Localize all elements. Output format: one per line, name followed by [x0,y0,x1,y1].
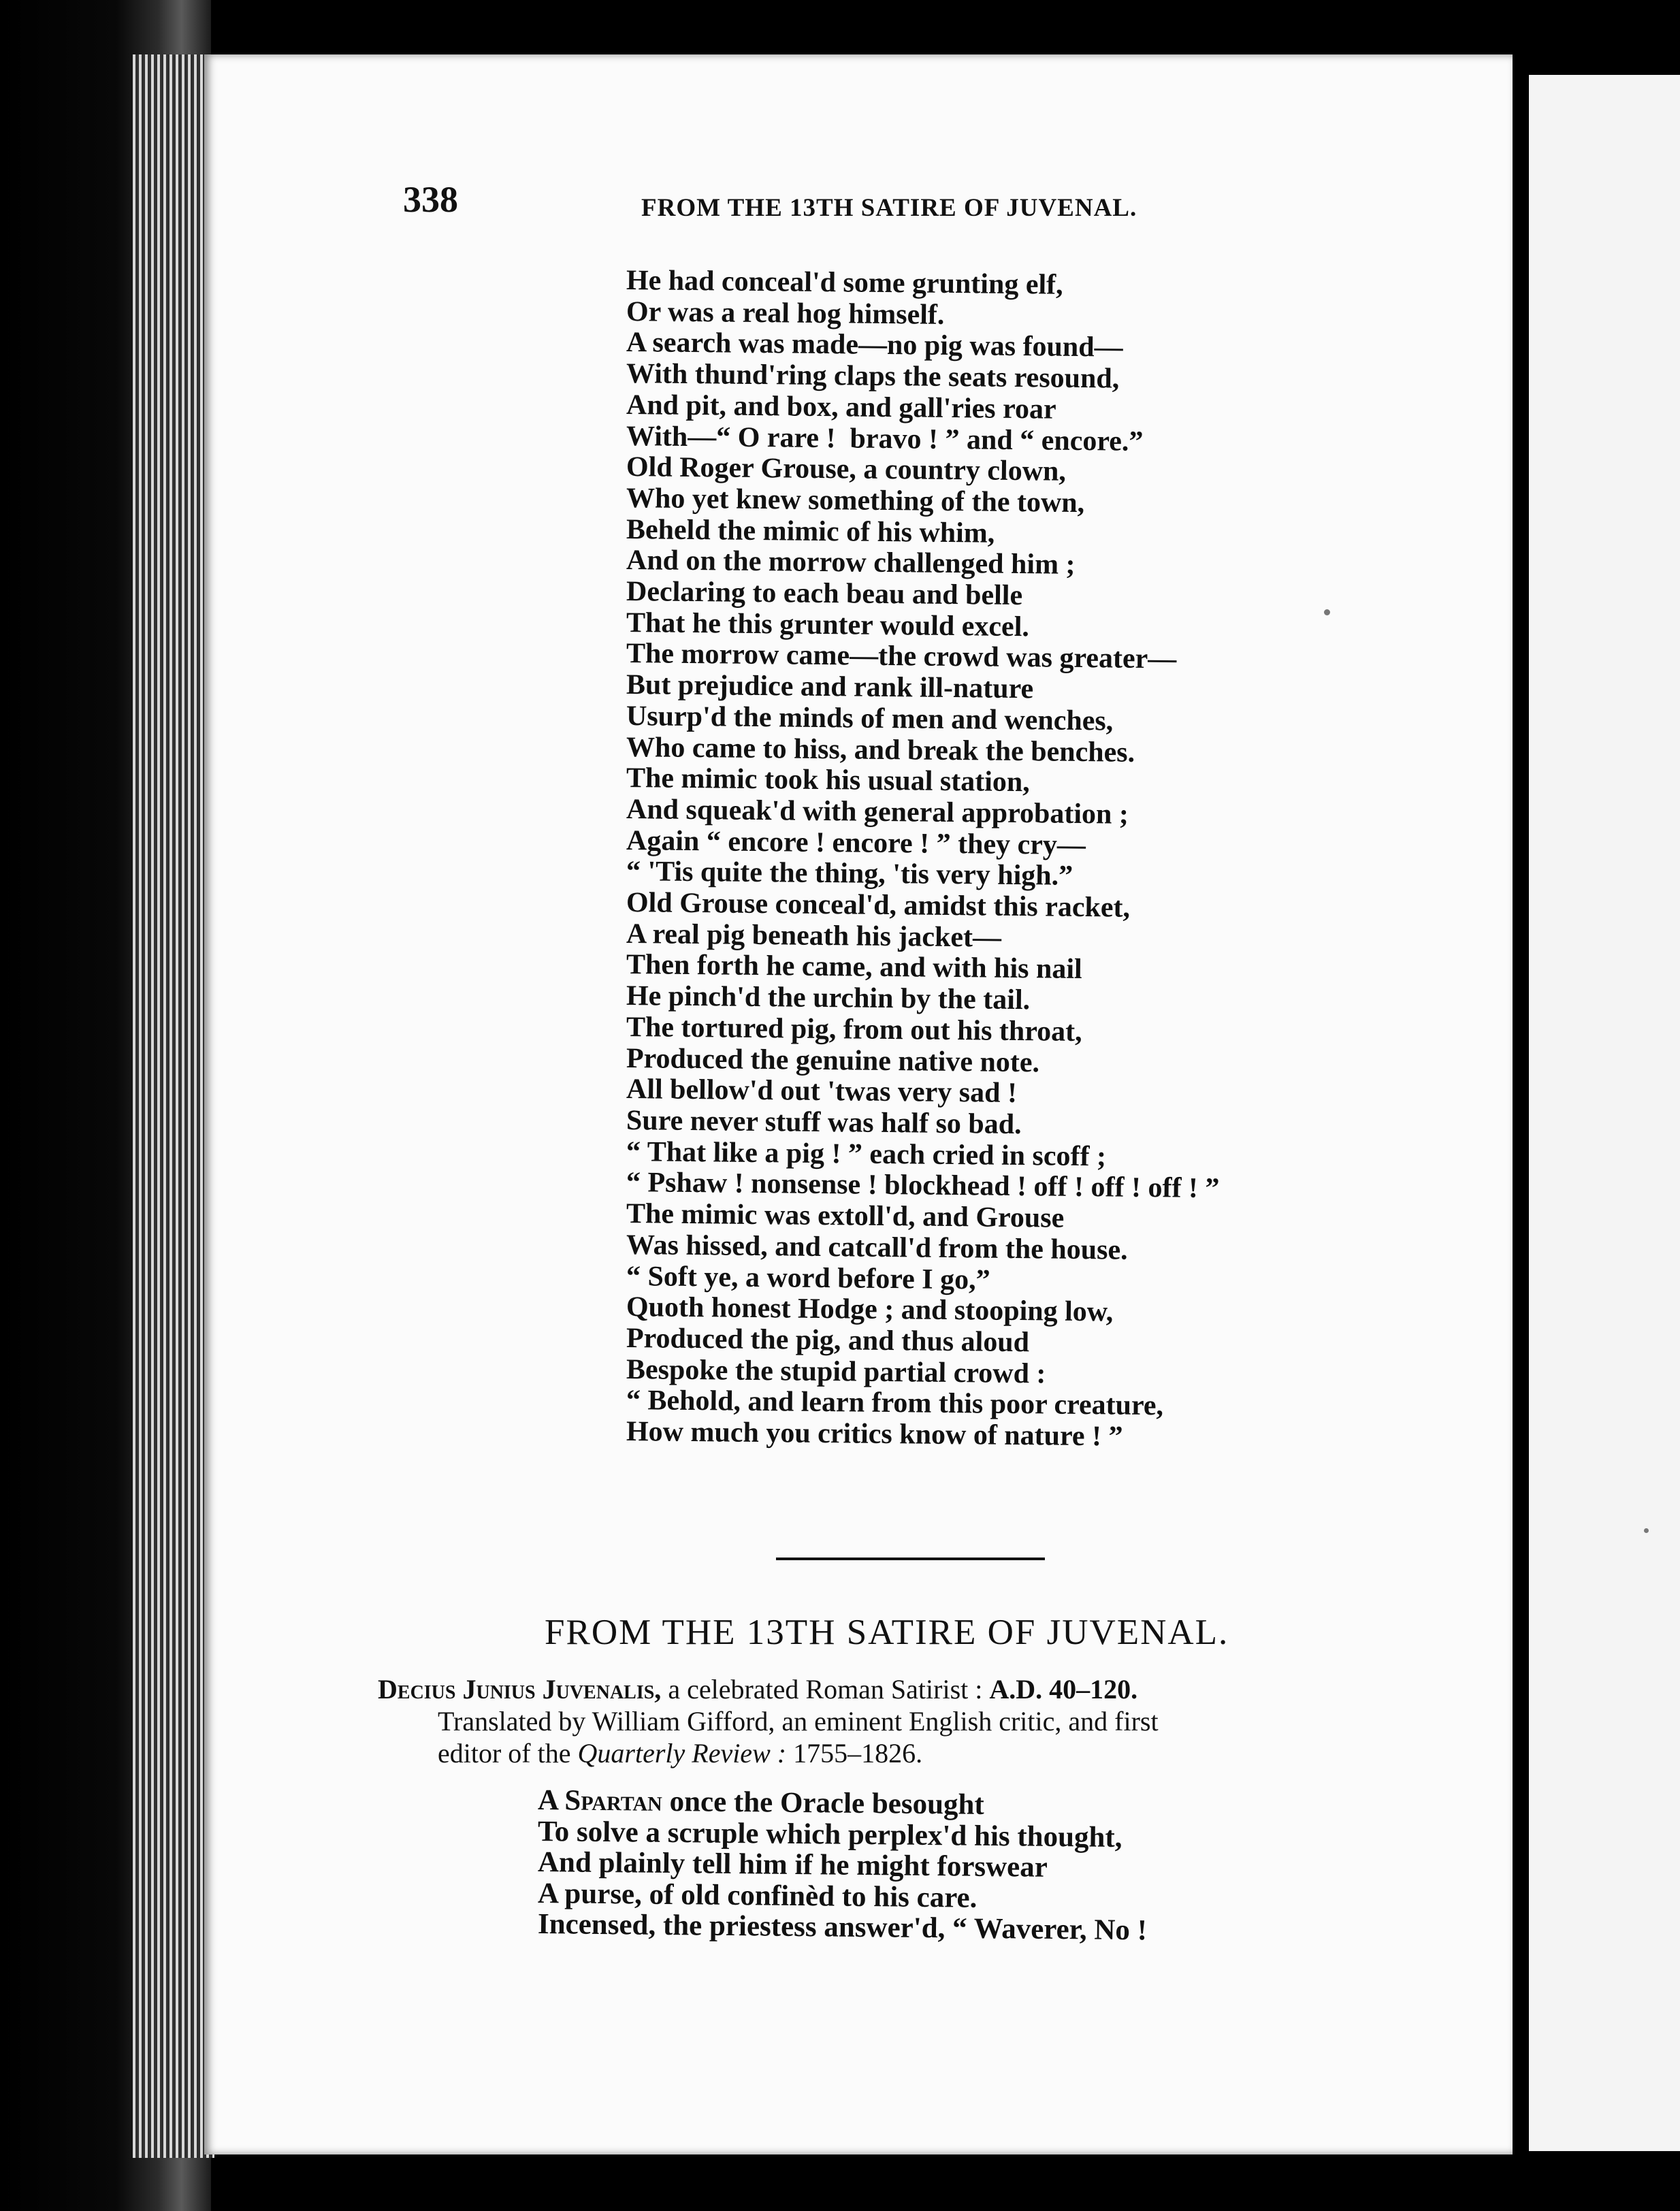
ink-speck [1324,609,1330,615]
page-gutter [1513,54,1529,2154]
poem-block [626,265,1307,1453]
poem-line: Who came to hiss, and break the benches. [626,731,1135,769]
poem-line: The mimic was extoll'd, and Grouse [626,1198,1065,1234]
section-title: FROM THE 13TH SATIRE OF JUVENAL. [545,1613,1229,1652]
poem-line: That he this grunter would excel. [626,607,1030,643]
second-poem-block [537,1784,1423,1947]
poem-line: “ Pshaw ! nonsense ! blockhead ! off ! off ! off ! ” [626,1167,1220,1205]
poem-line: “ Behold, and learn from this poor creature, [626,1385,1164,1422]
page-edges [133,54,214,2158]
poem-line: And squeak'd with general approbation ; [626,793,1129,830]
poem-line: He had conceal'd some grunting elf, [626,265,1063,301]
poem-line: A search was made—no pig was found— [626,327,1123,364]
poem-line: Incensed, the priestess answer'd, “ Waverer, No ! [537,1908,1148,1947]
running-head [403,178,1220,226]
facing-page-edge [1529,75,1680,2151]
poem-line: Declaring to each beau and belle [626,576,1023,612]
poem-line: Or was a real hog himself. [626,295,945,331]
poem-line: He pinch'd the urchin by the tail. [626,980,1031,1016]
poem-line: Old Grouse conceal'd, amidst this racket, [626,887,1131,924]
poem-line: Was hissed, and catcall'd from the house. [626,1229,1128,1266]
poem-line: A Spartan once the Oracle besought [537,1784,984,1821]
poem-line: All bellow'd out 'twas very sad ! [626,1074,1018,1110]
section-divider [776,1558,1045,1560]
poem-line: Produced the genuine native note. [626,1042,1040,1078]
poem-line: With—“ O rare ! bravo ! ” and “ encore.” [626,420,1144,457]
poem-line: Bespoke the stupid partial crowd : [626,1353,1046,1390]
author-description: a celebrated Roman Satirist : [661,1674,990,1705]
page-number: 338 [403,179,458,220]
attribution-line-1 [378,1673,1426,1705]
poem-line: Old Roger Grouse, a country clown, [626,451,1067,487]
poem-line: A real pig beneath his jacket— [626,918,1002,954]
opening-words: A Spartan [537,1784,663,1818]
poem-line: Usurp'd the minds of men and wenches, [626,700,1114,737]
attribution-line-3: editor of the Quarterly Review : 1755–1826. [438,1738,923,1769]
poem-line: The morrow came—the crowd was greater— [626,638,1177,675]
author-name: Decius Junius Juvenalis, [378,1674,662,1705]
poem-line: The tortured pig, from out his throat, [626,1011,1082,1048]
attribution-line-2: Translated by William Gifford, an eminent English critic, and first [438,1706,1159,1737]
poem-line: Beheld the mimic of his whim, [626,513,995,549]
poem-line: Who yet knew something of the town, [626,482,1085,519]
poem-line: Sure never stuff was half so bad. [626,1104,1022,1141]
ink-speck [1644,1528,1649,1533]
author-dates: A.D. 40–120. [989,1674,1138,1705]
poem-line: The mimic took his usual station, [626,762,1030,798]
poem-line: “ 'Tis quite the thing, 'tis very high.” [626,856,1073,892]
attribution [378,1673,1426,1769]
poem-line: “ That like a pig ! ” each cried in scoff ; [626,1135,1107,1173]
poem-line: To solve a scruple which perplex'd his thought, [537,1815,1122,1854]
poem-line: With thund'ring claps the seats resound, [626,358,1120,395]
poem-line: And on the morrow challenged him ; [626,545,1076,581]
poem-line: And plainly tell him if he might forswear [537,1846,1048,1884]
poem-line: And pit, and box, and gall'ries roar [626,389,1056,425]
poem-line: “ Soft ye, a word before I go,” [626,1260,990,1296]
poem-line: Again “ encore ! encore ! ” they cry— [626,824,1086,861]
journal-title: Quarterly Review : [577,1738,787,1769]
poem-line: Produced the pig, and thus aloud [626,1322,1030,1359]
poem-line: How much you critics know of nature ! ” [626,1416,1123,1453]
poem-line: Quoth honest Hodge ; and stooping low, [626,1291,1114,1328]
poem-line: Then forth he came, and with his nail [626,949,1082,986]
running-title: FROM THE 13TH SATIRE OF JUVENAL. [641,194,1137,222]
poem-line: A purse, of old confinèd to his care. [537,1877,978,1914]
poem-line: But prejudice and rank ill-nature [626,669,1034,705]
